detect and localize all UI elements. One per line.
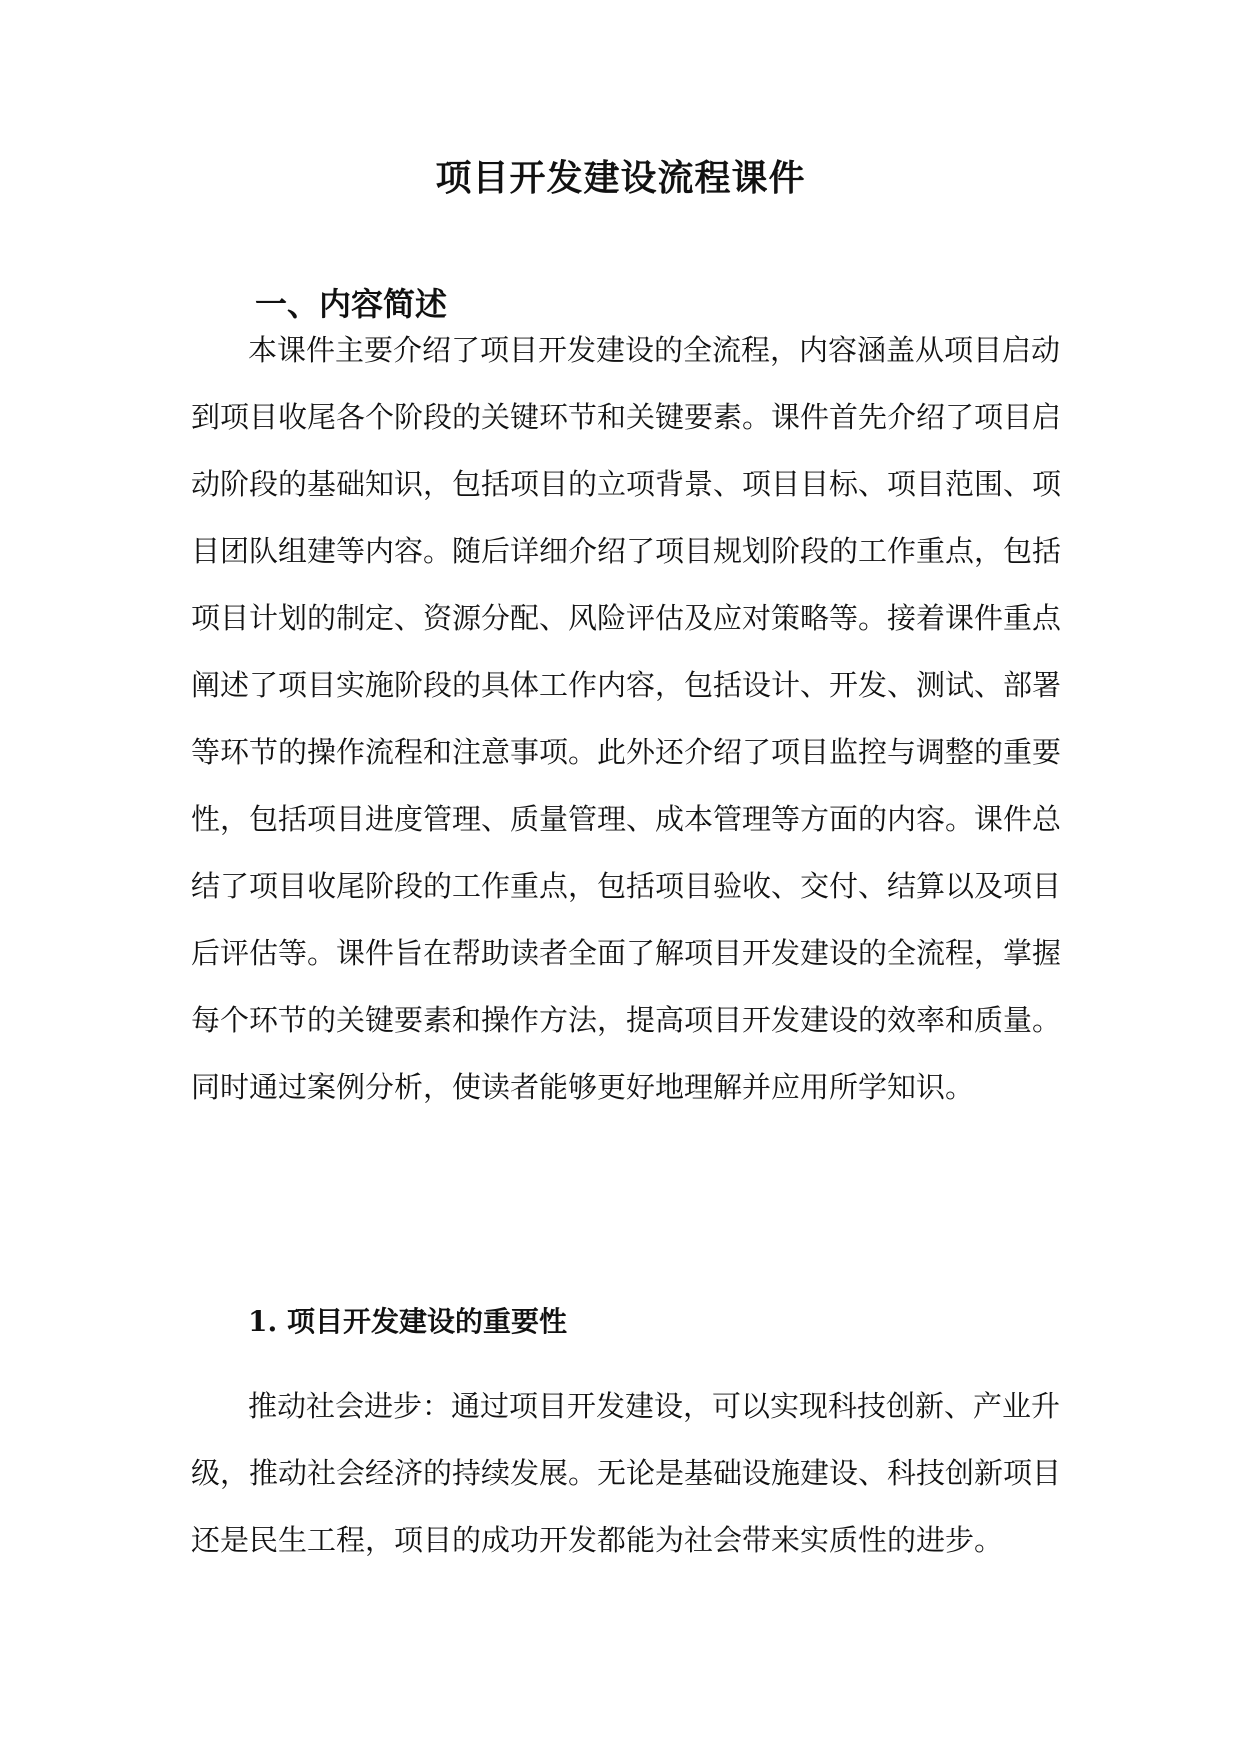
paragraph-line: 性，包括项目进度管理、质量管理、成本管理等方面的内容。课件总 [191,802,1062,836]
paragraph-line: 本课件主要介绍了项目开发建设的全流程，内容涵盖从项目启动 [248,333,1061,367]
paragraph-line: 动阶段的基础知识，包括项目的立项背景、项目目标、项目范围、项 [191,467,1062,501]
paragraph-line: 级，推动社会经济的持续发展。无论是基础设施建设、科技创新项目 [191,1456,1062,1490]
paragraph-line: 结了项目收尾阶段的工作重点，包括项目验收、交付、结算以及项目 [191,869,1062,903]
paragraph-line: 每个环节的关键要素和操作方法，提高项目开发建设的效率和质量。 [191,1003,1062,1037]
paragraph-line: 同时通过案例分析，使读者能够更好地理解并应用所学知识。 [191,1070,975,1104]
section-heading-summary: 一、内容简述 [255,285,448,323]
paragraph-line: 阐述了项目实施阶段的具体工作内容，包括设计、开发、测试、部署 [191,668,1062,702]
subsection-heading-importance: 1. 项目开发建设的重要性 [248,1305,567,1338]
document-title: 项目开发建设流程课件 [435,157,806,199]
paragraph-line: 等环节的操作流程和注意事项。此外还介绍了项目监控与调整的重要 [191,735,1062,769]
paragraph-line: 后评估等。课件旨在帮助读者全面了解项目开发建设的全流程，掌握 [191,936,1062,970]
paragraph-line: 目团队组建等内容。随后详细介绍了项目规划阶段的工作重点，包括 [191,534,1062,568]
paragraph-line: 还是民生工程，项目的成功开发都能为社会带来实质性的进步。 [191,1523,1004,1557]
paragraph-line: 推动社会进步：通过项目开发建设，可以实现科技创新、产业升 [248,1389,1061,1423]
paragraph-line: 到项目收尾各个阶段的关键环节和关键要素。课件首先介绍了项目启 [191,400,1062,434]
paragraph-line: 项目计划的制定、资源分配、风险评估及应对策略等。接着课件重点 [191,601,1062,635]
